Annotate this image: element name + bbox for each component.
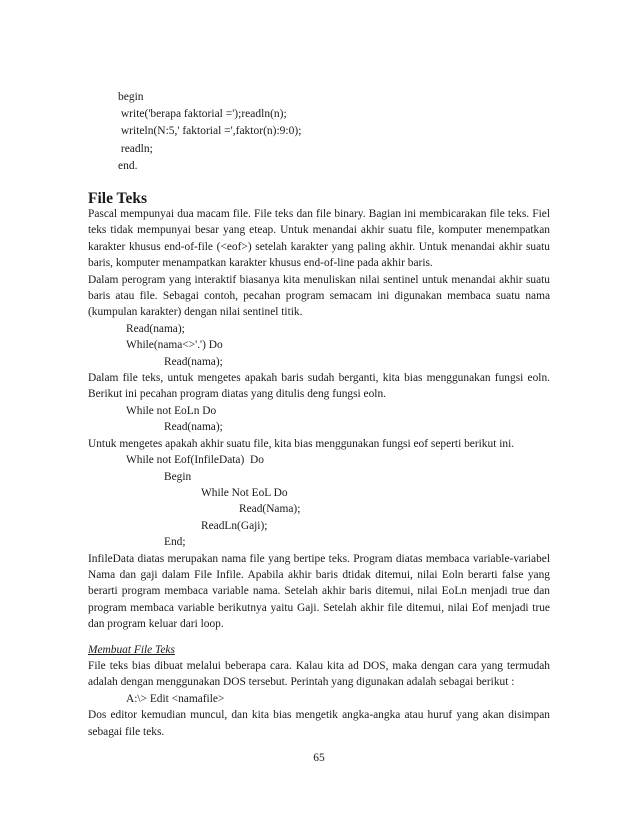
paragraph-membuat: File teks bias dibuat melalui beberapa cara. Kalau kita ad DOS, maka dengan cara yang termudah adalah dengan menggunakan DOS tersebut. Perintah yang digunakan adalah sebagai berikut : (88, 659, 550, 689)
section-heading: File Teks (88, 190, 148, 207)
paragraph-eoln: Dalam file teks, untuk mengetes apakah baris sudah berganti, kita bias menggunakan fungsi eoln. Berikut ini pecahan program diatas yang ditulis deng fungsi eoln. (88, 372, 550, 401)
code-line: writeln(N:5,' faktorial =',faktor(n):9:0); (118, 125, 302, 138)
page-number: 65 (313, 752, 325, 764)
code-line: A:\> Edit <namafile> (126, 692, 225, 705)
paragraph-eof: Untuk mengetes apakah akhir suatu file, kita bias menggunakan fungsi eof seperti berikut ini. (88, 437, 515, 450)
code-line: Read(nama); (164, 355, 223, 368)
code-line: ReadLn(Gaji); (201, 519, 268, 532)
code-line: readln; (118, 142, 153, 155)
code-line: Read(nama); (126, 322, 185, 335)
code-line: end. (118, 159, 138, 172)
paragraph-intro: Pascal mempunyai dua macam file. File teks dan file binary. Bagian ini membicarakan file teks. Fiel teks tidak mempunyai besar yang eteap. Untuk menandai akhir suatu file, komputer menempatkan karakter khusus end-of-file (<eof>) setelah karakter yang paling akhir. Untuk menandai akhir suatu baris, komputer menampatkan karakter khusus end-of-line pada akhir baris. (88, 208, 550, 270)
paragraph-sentinel: Dalam perogram yang interaktif biasanya kita menuliskan nilai sentinel untuk menandai akhir suatu baris atau file. Sebagai contoh, pecahan program semacam ini digunakan membaca suatu nama (kumpulan karakter) dengan nilai sentinel titik. (88, 273, 550, 319)
code-line: Begin (164, 470, 192, 483)
code-line: While not EoLn Do (126, 404, 217, 417)
code-line: Read(Nama); (239, 503, 301, 516)
code-line: While(nama<>'.') Do (126, 339, 223, 352)
code-block-faktorial (118, 89, 301, 175)
paragraph-dos-editor: Dos editor kemudian muncul, dan kita bias mengetik angka-angka atau huruf yang akan disimpan sebagai file teks. (88, 709, 550, 738)
code-line: End; (164, 536, 186, 549)
code-line: begin (118, 91, 144, 103)
code-line: Read(nama); (164, 421, 223, 434)
body-text (88, 206, 550, 740)
subheading: Membuat File Teks (88, 643, 175, 656)
code-line: While not Eof(InfileData) Do (126, 454, 264, 467)
code-line: write('berapa faktorial =');readln(n); (118, 108, 287, 121)
paragraph-infiledata: InfileData diatas merupakan nama file yang bertipe teks. Program diatas membaca variable-variabel Nama dan gaji dalam File Infile. Apabila akhir baris dtidak ditemui, nilai Eoln berarti false yang berarti program membaca variable nama. Setelah akhir baris ditemui, nilai EoLn menjadi true dan program membaca variable berikutnya yaitu Gaji. Setelah akhir file ditemui, nilai Eof menjadi true dan program keluar dari loop. (88, 552, 550, 631)
code-line: While Not EoL Do (201, 486, 288, 499)
